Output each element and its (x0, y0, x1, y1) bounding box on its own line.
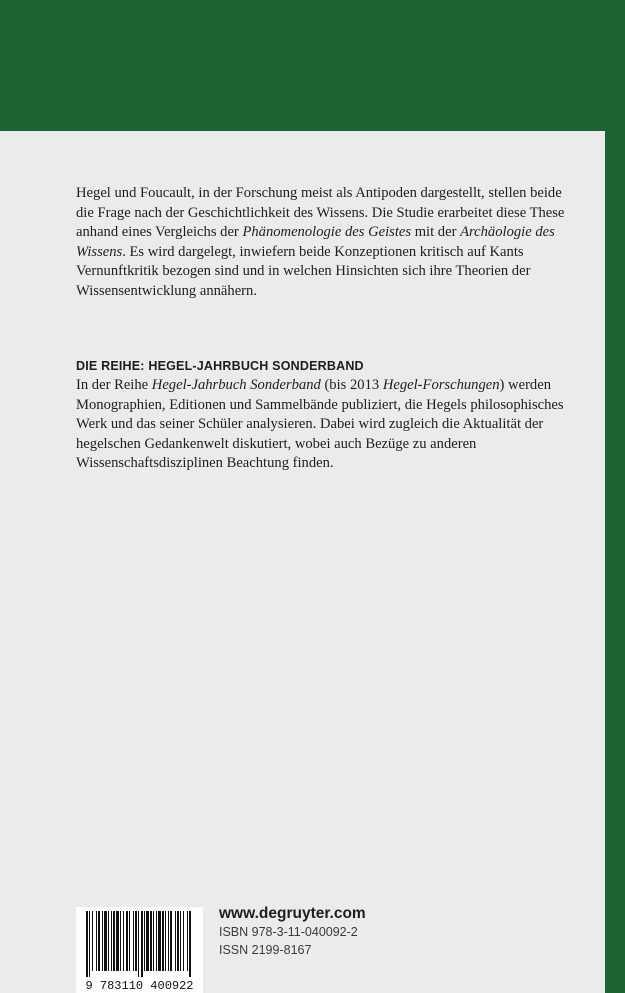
barcode-bar (156, 911, 157, 971)
barcode-bar (141, 911, 143, 977)
barcode-bar (96, 911, 97, 971)
barcode-bar (150, 911, 152, 971)
issn-number: ISSN 2199-8167 (219, 942, 312, 957)
series-heading: DIE REIHE: HEGEL-JAHRBUCH SONDERBAND (76, 359, 364, 373)
isbn-barcode (76, 907, 203, 993)
series-body (76, 376, 566, 474)
blurb-title-archaeologie: Archäologie des Wissens (76, 224, 555, 260)
barcode-bar (153, 911, 154, 971)
barcode-bar (98, 911, 100, 971)
barcode-bar (120, 911, 121, 971)
barcode-bar (86, 911, 88, 977)
barcode-bar (135, 911, 137, 971)
barcode-bar (116, 911, 119, 971)
publisher-block (219, 904, 366, 959)
series-text: In der Reihe (76, 377, 152, 393)
blurb-title-phaenomenologie: Phänomenologie des Geistes (242, 224, 412, 241)
barcode-bar (146, 911, 149, 971)
back-cover-panel (0, 131, 605, 993)
series-text: (bis 2013 (320, 377, 383, 393)
barcode-bar (183, 911, 184, 971)
series-text: ) werden Monographien, Editionen und Sammelbände publiziert, die Hegels philosophisches Werk und das seiner Schüler analysieren. Dabei wird zugleich die Aktualität der hegelschen Gedankenwelt diskutiert, wobei auch Bezüge zu anderen Wissenschaftsdisziplinen Beachtung finden. (76, 377, 564, 472)
barcode-bar (168, 911, 169, 971)
barcode-bar (138, 911, 139, 977)
blurb-text: mit der (411, 224, 461, 241)
barcode-bar (111, 911, 112, 971)
series-title-sonderband: Hegel-Jahrbuch Sonderband (151, 377, 321, 393)
barcode-bar (177, 911, 179, 971)
barcode-bar (180, 911, 181, 971)
barcode-bar (126, 911, 128, 971)
publisher-url: www.degruyter.com (219, 905, 366, 922)
barcode-bar (189, 911, 191, 977)
barcode-bar (158, 911, 161, 971)
barcode-bar (129, 911, 130, 971)
barcode-bar (89, 911, 90, 977)
barcode-bar (92, 911, 93, 971)
barcode-bar (123, 911, 124, 971)
barcode-bar (133, 911, 134, 971)
barcode-digits: 9 783110 400922 (85, 979, 194, 993)
isbn-number: ISBN 978-3-11-040092-2 (219, 925, 358, 939)
cover-green-band (0, 0, 625, 131)
barcode-bar (144, 911, 145, 971)
series-description (76, 358, 566, 474)
barcode-bar (170, 911, 172, 971)
barcode-graphic (76, 907, 203, 993)
barcode-bar (175, 911, 176, 971)
series-title-forschungen: Hegel-Forschungen (382, 377, 500, 393)
barcode-bar (187, 911, 188, 971)
barcode-bar (104, 911, 107, 971)
book-blurb (76, 184, 566, 302)
barcode-bar (165, 911, 166, 971)
barcode-bar (162, 911, 164, 971)
blurb-text: Hegel und Foucault, in der Forschung meist als Antipoden dargestellt, stellen beide die Frage nach der Geschichtlichkeit des Wissens. Die Studie erarbeitet diese These anhand eines Vergleichs der (76, 185, 565, 241)
barcode-bar (113, 911, 115, 971)
blurb-text: . Es wird dargelegt, inwiefern beide Konzeptionen kritisch auf Kants Vernunftkritik bezogen sind und in welchen Hinsichten sich ihre Theorien der Wissensentwicklung annähern. (76, 243, 531, 299)
barcode-bar (108, 911, 109, 971)
barcode-bar (102, 911, 103, 971)
